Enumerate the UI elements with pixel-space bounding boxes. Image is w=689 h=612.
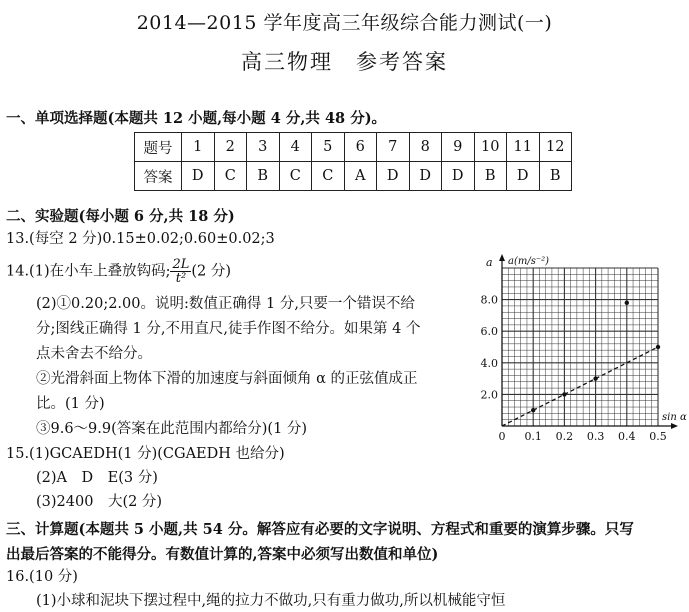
y-axis-arrow [499,254,505,261]
y-axis-label: a(m/s⁻²) [508,256,550,267]
answer-key-title: 高三物理 参考答案 [241,50,448,74]
table-cell-number: 12 [539,133,572,162]
q15-part2: (2)A D E(3 分) [36,470,158,486]
x-tick-label: 0.3 [586,430,605,443]
q16-heading: 16.(10 分) [6,569,78,585]
acceleration-vs-sin-chart [478,252,688,444]
q14-part2-line2: 分;图线正确得 1 分,不用直尺,徒手作图不给分。如果第 4 个 [36,321,421,337]
data-point [531,408,535,412]
fraction-denominator: t² [175,271,187,286]
table-row-numbers [135,133,572,162]
q14-part1-text: 14.(1)在小车上叠放钩码; [6,263,171,280]
table-cell-number: 2 [214,133,247,162]
q14-part1 [6,258,231,285]
table-cell-answer: C [279,162,312,191]
q14-part1-score: (2 分) [191,263,232,280]
table-header-number: 题号 [135,133,182,162]
x-tick-label: 0.5 [649,430,667,443]
data-point [593,376,597,380]
q15-part1: 15.(1)GCAEDH(1 分)(CGAEDH 也给分) [6,446,285,462]
section3-heading-line1: 三、计算题(本题共 5 小题,共 54 分。解答应有必要的文字说明、方程式和重要的演算步骤。只写 [6,521,634,538]
table-cell-number: 9 [442,133,475,162]
data-point [562,392,566,396]
x-tick-label: 0.4 [618,430,636,443]
table-row-answers [135,162,572,191]
x-tick-label: 0.2 [555,430,574,443]
y-tick-label: 6.0 [480,325,498,339]
section3-heading-line2: 出最后答案的不能得分。有数值计算的,答案中必须写出数值和单位) [6,546,439,563]
table-cell-number: 11 [507,133,540,162]
fraction-numerator: 2L [172,257,190,272]
table-cell-number: 10 [474,133,507,162]
q14-part3-line1: ②光滑斜面上物体下滑的加速度与斜面倾角 α 的正弦值成正 [36,371,418,387]
q14-part3-line2: 比。(1 分) [36,396,105,412]
answer-table [134,132,572,191]
table-cell-answer: B [539,162,572,191]
table-cell-answer: C [214,162,247,191]
x-tick-label: 0.1 [524,430,542,443]
table-cell-number: 4 [279,133,312,162]
y-tick-label: 8.0 [480,293,498,307]
section2-heading: 二、实验题(每小题 6 分,共 18 分) [6,208,235,225]
table-cell-number: 7 [377,133,410,162]
y-tick-label: 4.0 [480,356,498,370]
q13-answer: 13.(每空 2 分)0.15±0.02;0.60±0.02;3 [6,231,275,247]
section1-heading: 一、单项选择题(本题共 12 小题,每小题 4 分,共 48 分)。 [6,110,387,127]
q14-part4: ③9.6～9.9(答案在此范围内都给分)(1 分) [36,421,308,437]
table-cell-number: 8 [409,133,442,162]
table-cell-answer: D [409,162,442,191]
data-point [625,301,629,305]
table-cell-number: 6 [344,133,377,162]
table-cell-answer: B [247,162,280,191]
table-cell-number: 1 [182,133,215,162]
table-cell-answer: D [182,162,215,191]
data-point [656,345,660,349]
exam-title: 2014—2015 学年度高三年级综合能力测试(一) [136,12,553,34]
y-tick-label: 2.0 [480,388,498,402]
table-cell-answer: D [442,162,475,191]
table-cell-answer: D [377,162,410,191]
q15-part3: (3)2400 大(2 分) [36,494,163,510]
table-cell-answer: B [474,162,507,191]
table-cell-number: 3 [247,133,280,162]
table-cell-answer: A [344,162,377,191]
table-header-answer: 答案 [135,162,182,191]
table-cell-answer: D [507,162,540,191]
table-cell-answer: C [312,162,345,191]
table-cell-number: 5 [312,133,345,162]
y-axis-letter: a [486,256,493,269]
fraction-2l-over-t2 [170,258,191,285]
x-tick-label: 0 [498,430,506,443]
q14-part2-line1: (2)①0.20;2.00。说明:数值正确得 1 分,只要一个错误不给 [36,296,415,312]
x-axis-arrow [671,423,678,429]
x-axis-label: sin α [662,412,687,423]
q16-part1: (1)小球和泥块下摆过程中,绳的拉力不做功,只有重力做功,所以机械能守恒 [36,593,506,609]
fit-line [502,347,658,426]
q14-part2-line3: 点未舍去不给分。 [36,346,152,362]
